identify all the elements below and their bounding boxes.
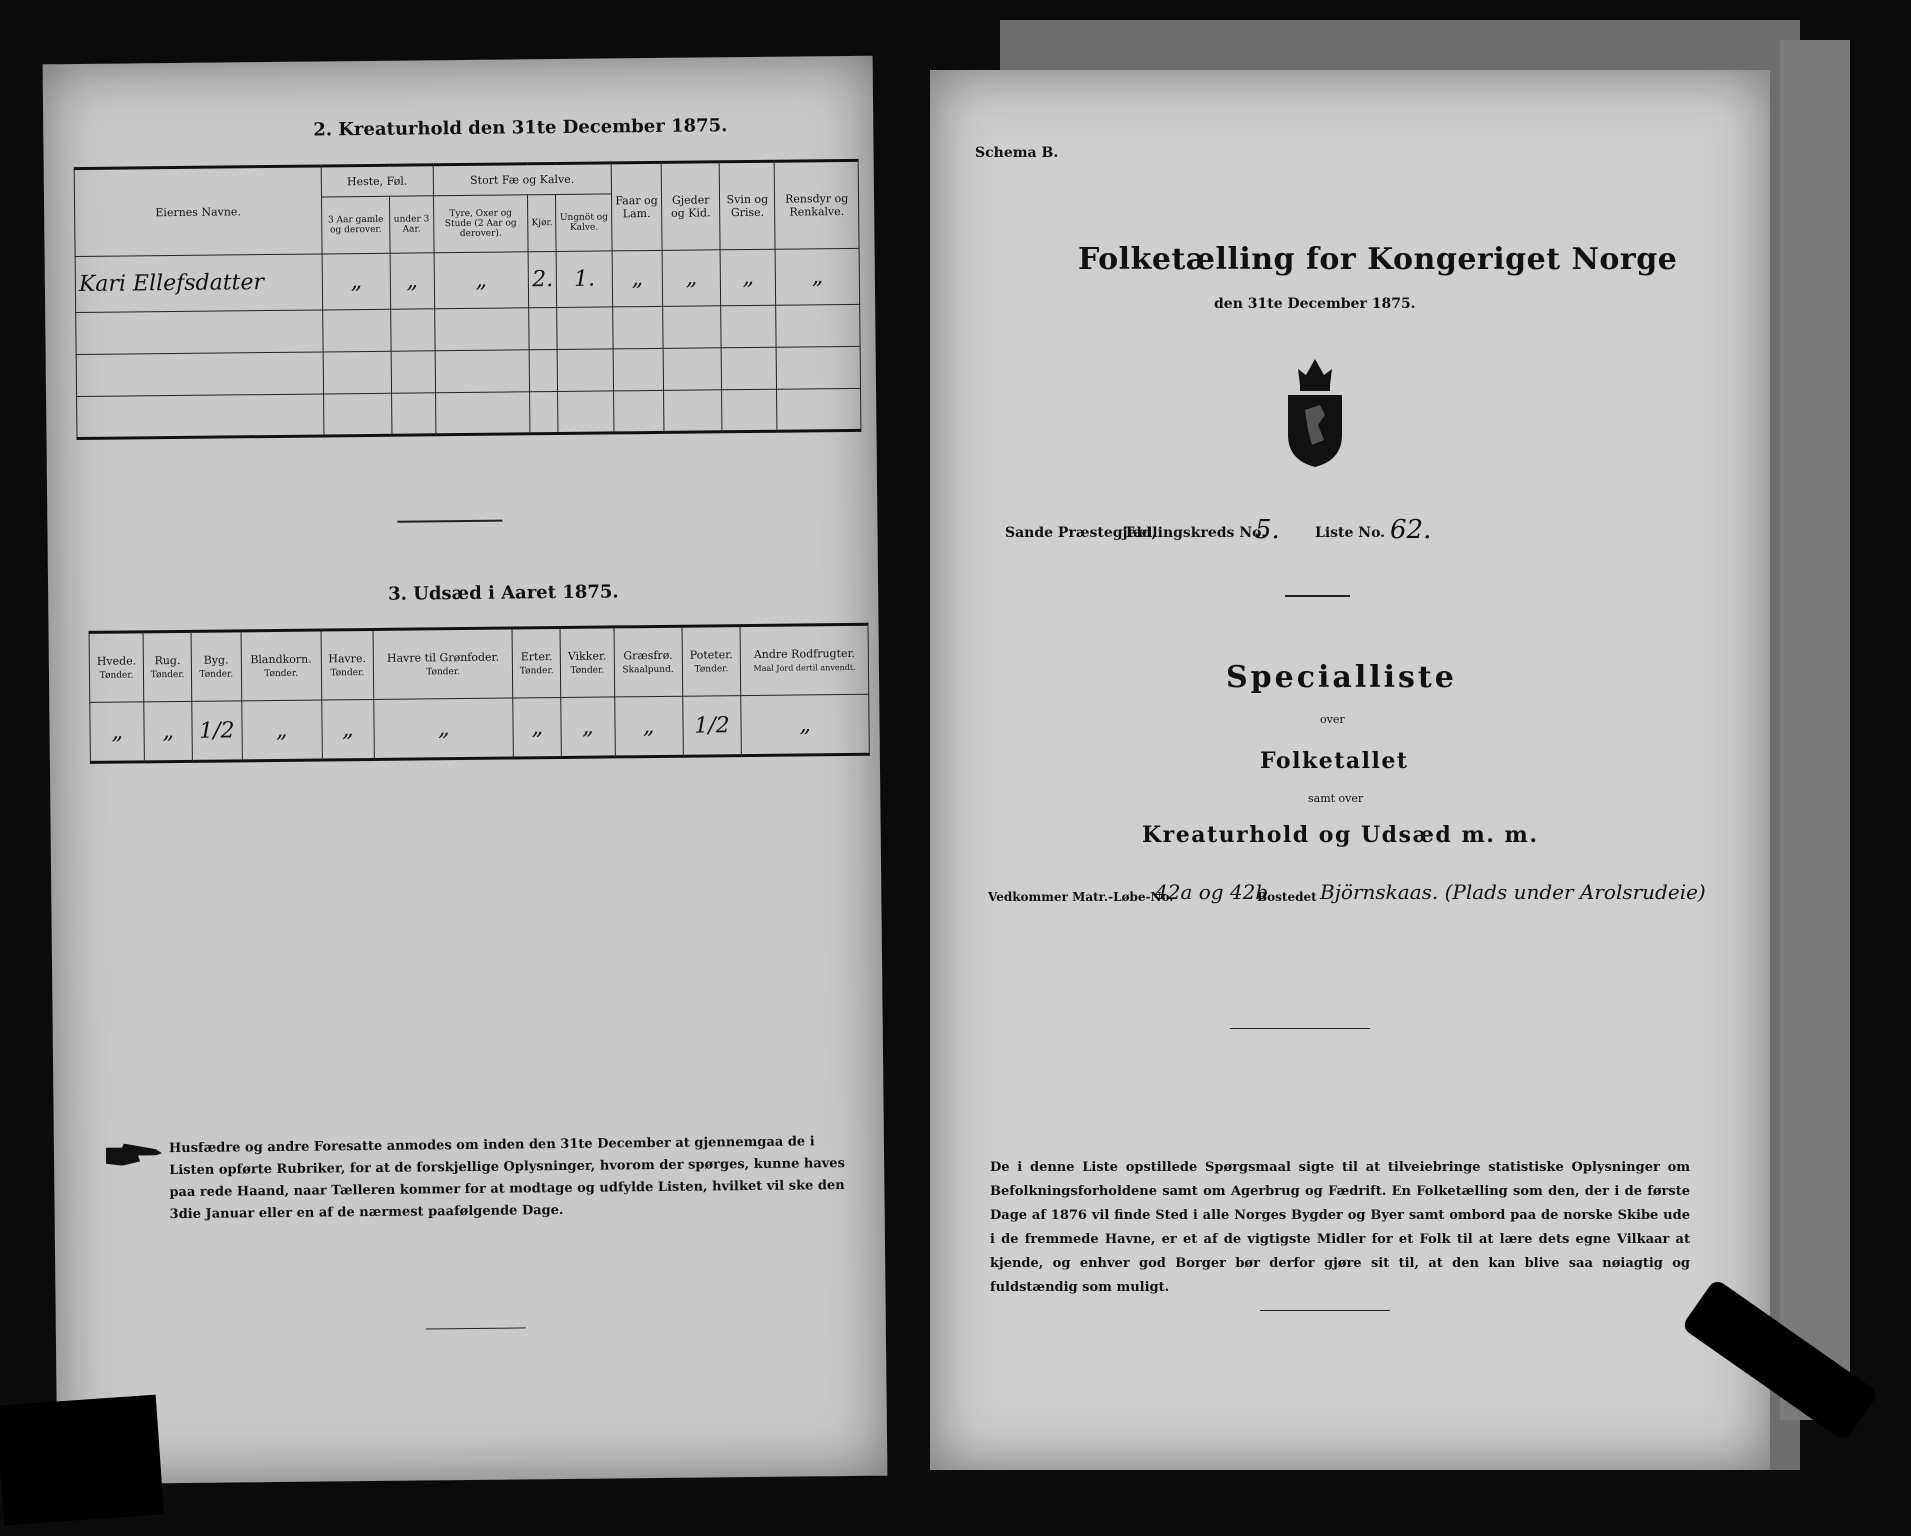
cell-value: 1/2 xyxy=(192,701,242,762)
owner-header: Eiernes Navne. xyxy=(74,166,322,257)
horses-old-header: 3 Aar gamle og derover. xyxy=(321,196,390,254)
reindeer-header: Rensdyr og Renkalve. xyxy=(774,160,859,249)
cell-value: „ xyxy=(322,253,391,310)
crop-header: Vikker. Tønder. xyxy=(560,627,614,698)
cell-value: „ xyxy=(144,701,192,761)
back-sheet xyxy=(1780,40,1850,1420)
pigs-header: Svin og Grise. xyxy=(720,161,776,250)
cell-value: „ xyxy=(90,702,145,763)
specialliste-heading: Specialliste xyxy=(1226,660,1457,695)
sheep-header: Faar og Lam. xyxy=(611,162,662,251)
calves-header: Ungnöt og Kalve. xyxy=(556,194,612,252)
bulls-header: Tyre, Oxer og Stude (2 Aar og derover). xyxy=(433,195,528,253)
notice-text: Husfædre og andre Foresatte anmodes om inden den 31te December at gjennemgaa de i Listen opførte Rubriker, for at de forskjellige Oplysninger, hvorom der spørges, kunne haves paa rede Haand, naar Tælleren kommer for at modtage og udfylde Listen, hvilket vil ske den 3die Januar eller en af de nærmest paafølgende Dage. xyxy=(168,1134,845,1223)
cell-value: „ xyxy=(374,698,514,759)
left-page xyxy=(43,56,888,1485)
cell-value: „ xyxy=(513,697,561,757)
horses-young-header: under 3 Aar. xyxy=(390,196,434,254)
cell-value: „ xyxy=(775,248,859,305)
kreaturhold-heading: Kreaturhold og Udsæd m. m. xyxy=(1142,822,1539,848)
kreds-value: 5. xyxy=(1255,515,1280,545)
folketallet-heading: Folketallet xyxy=(1260,748,1409,774)
explanation-paragraph: De i denne Liste opstillede Spørgsmaal sigte til at tilveiebringe statistiske Oplysninger om Befolkningsforholdene samt om Agerbrug og Fædrift. En Folketælling som den, der i de første Dage af 1876 vil finde Sted i alle Norges Bygder og Byer samt ombord paa de norske Skibe ude i de fremmede Havne, er et af de vigtigste Midler for et Folk til at lære dets egne Vilkaar at kjende, og enhver god Borger bør derfor gjøre sit til, at den kan blive saa nøiagtig og fuldstændig som muligt. xyxy=(990,1160,1690,1295)
cell-value: „ xyxy=(390,253,434,309)
coat-of-arms-icon xyxy=(1280,355,1350,474)
divider xyxy=(1230,1028,1370,1029)
livestock-table xyxy=(74,159,862,440)
right-page xyxy=(930,70,1770,1470)
over-text: over xyxy=(1320,713,1345,726)
cell-value: „ xyxy=(720,249,775,306)
goats-header: Gjeder og Kid. xyxy=(661,162,720,251)
crop-header: Rug. Tønder. xyxy=(143,631,191,701)
bostedet-label: Bostedet xyxy=(1257,890,1317,904)
cell-value: „ xyxy=(561,697,615,758)
crop-header: Blandkorn. Tønder. xyxy=(241,630,322,701)
cell-value: 1. xyxy=(556,251,612,308)
cell-value: „ xyxy=(612,250,662,307)
cows-header: Kjør. xyxy=(528,194,557,251)
main-title: Folketælling for Kongeriget Norge xyxy=(1078,242,1678,277)
empty-row xyxy=(77,388,861,438)
crop-header: Havre. Tønder. xyxy=(321,629,374,700)
bostedet-value: Björnskaas. (Plads under Arolsrudeie) xyxy=(1320,880,1706,904)
divider xyxy=(397,520,502,523)
divider xyxy=(1260,1310,1390,1311)
prestegjeld: Sande Præstegjeld, xyxy=(1005,525,1157,541)
crop-header: Erter. Tønder. xyxy=(512,627,560,697)
matr-value: 42a og 42b xyxy=(1155,880,1269,904)
cell-value: „ xyxy=(741,694,869,755)
seed-table xyxy=(89,623,870,764)
cell-value: 2. xyxy=(528,252,557,308)
matr-label: Vedkommer Matr.-Løbe-No. xyxy=(988,890,1174,904)
owner-name: Kari Ellefsdatter xyxy=(75,254,323,313)
samt-over-text: samt over xyxy=(1308,792,1364,805)
cattle-header: Stort Fæ og Kalve. xyxy=(433,163,612,196)
crop-header: Byg. Tønder. xyxy=(191,631,241,702)
kreds-label: Tællingskreds No. xyxy=(1124,525,1267,541)
liste-value: 62. xyxy=(1390,515,1432,545)
cell-value: 1/2 xyxy=(682,696,741,757)
cell-value: „ xyxy=(614,696,683,757)
section3-title: 3. Udsæd i Aaret 1875. xyxy=(388,581,619,605)
schema-label: Schema B. xyxy=(975,145,1059,161)
cell-value: „ xyxy=(321,699,374,760)
clip xyxy=(0,1395,164,1526)
pointing-hand-icon xyxy=(104,1141,164,1172)
title-date: den 31te December 1875. xyxy=(1214,296,1416,312)
section2-title: 2. Kreaturhold den 31te December 1875. xyxy=(313,115,728,141)
liste-label: Liste No. xyxy=(1315,525,1386,541)
divider xyxy=(1285,595,1350,597)
cell-value: „ xyxy=(662,250,721,307)
crop-header: Havre til Grønfoder. Tønder. xyxy=(373,628,513,699)
divider xyxy=(426,1327,526,1329)
cell-value: „ xyxy=(241,700,322,761)
crop-header: Poteter. Tønder. xyxy=(682,626,741,697)
horses-header: Heste, Føl. xyxy=(321,165,433,197)
cell-value: „ xyxy=(434,252,529,309)
crop-header: Andre Rodfrugter. Maal Jord dertil anvendt. xyxy=(740,624,869,695)
crop-header: Hvede. Tønder. xyxy=(89,632,144,703)
crop-header: Græsfrø. Skaalpund. xyxy=(614,626,683,697)
